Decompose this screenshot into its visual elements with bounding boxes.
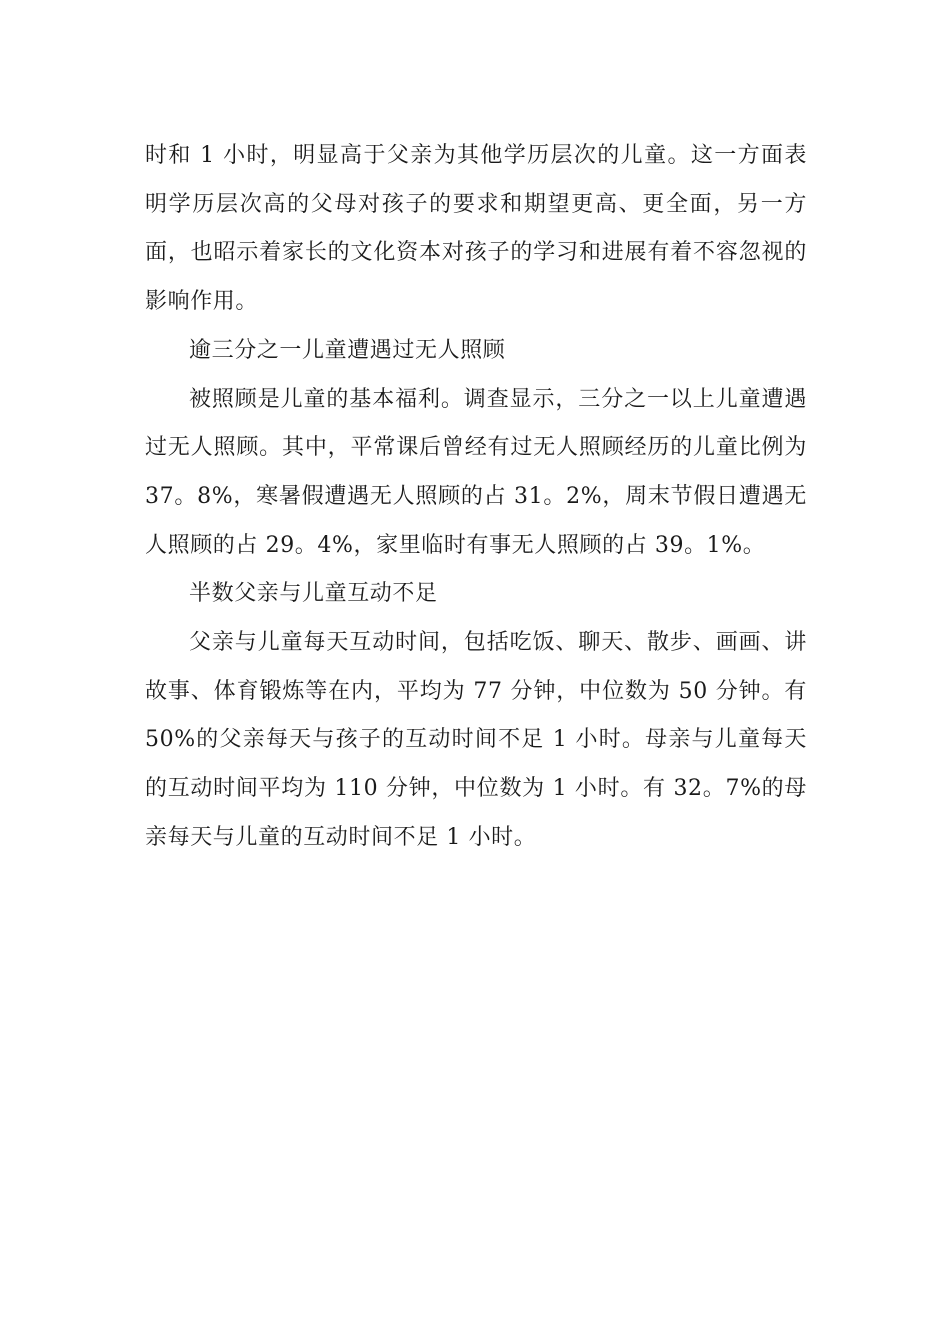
section-heading-unattended-children: 逾三分之一儿童遭遇过无人照顾 bbox=[189, 337, 506, 363]
section-heading-father-interaction: 半数父亲与儿童互动不足 bbox=[189, 581, 438, 607]
paragraph-unattended-children: 被照顾是儿童的基本福利。调查显示，三分之一以上儿童遭遇过无人照顾。其中，平常课后曾经有过无人照顾经历的儿童比例为 37。8%，寒暑假遭遇无人照顾的占 31。2%，周末节假日遭遇无人照顾的占 29。4%，家里临时有事无人照顾的占 39。1%。 bbox=[145, 386, 807, 558]
paragraph-continuation: 时和 1 小时，明显高于父亲为其他学历层次的儿童。这一方面表明学历层次高的父母对孩子的要求和期望更高、更全面，另一方面，也昭示着家长的文化资本对孩子的学习和进展有着不容忽视的影响作用。 bbox=[145, 143, 807, 315]
document-body bbox=[145, 132, 807, 863]
paragraph-father-interaction: 父亲与儿童每天互动时间，包括吃饭、聊天、散步、画画、讲故事、体育锻炼等在内，平均为 77 分钟，中位数为 50 分钟。有 50%的父亲每天与孩子的互动时间不足 1 小时。母亲与儿童每天的互动时间平均为 110 分钟，中位数为 1 小时。有 32。7%的母亲每天与儿童的互动时间不足 1 小时。 bbox=[145, 630, 807, 850]
